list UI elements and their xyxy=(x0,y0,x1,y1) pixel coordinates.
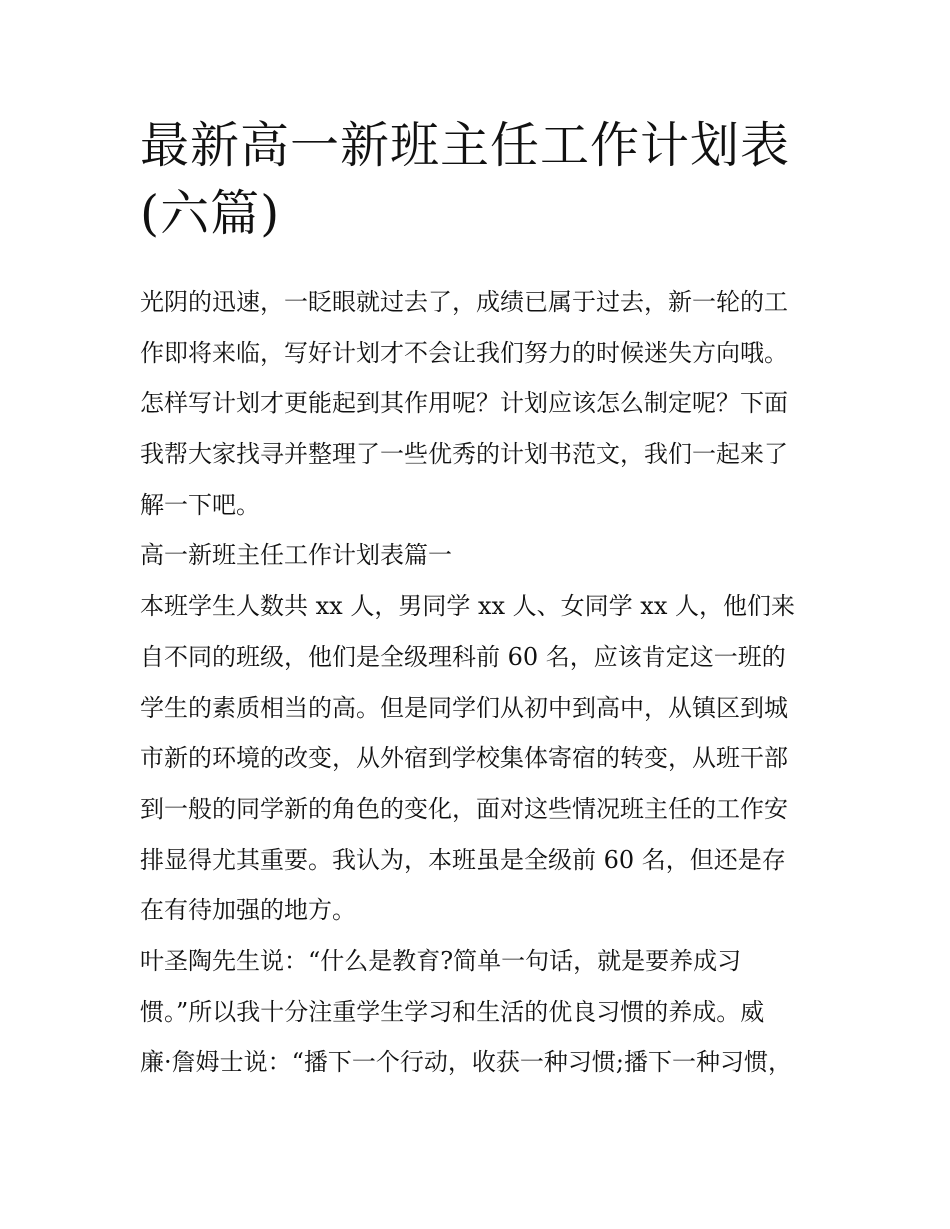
paragraph-line: 到一般的同学新的角色的变化，面对这些情况班主任的工作安 xyxy=(140,794,788,823)
paragraph-line: 学生的素质相当的高。但是同学们从初中到高中，从镇区到城 xyxy=(140,693,788,722)
paragraph-line: 惯。”所以我十分注重学生学习和生活的优良习惯的养成。威 xyxy=(140,997,765,1026)
paragraph-line: 市新的环境的改变，从外宿到学校集体寄宿的转变，从班干部 xyxy=(140,744,788,773)
document-content xyxy=(140,112,820,1088)
document-title xyxy=(140,112,820,248)
paragraph-line: 本班学生人数共 xx 人，男同学 xx 人、女同学 xx 人，他们来 xyxy=(140,592,795,621)
paragraph-line: 自不同的班级，他们是全级理科前 60 名，应该肯定这一班的 xyxy=(140,642,786,671)
paragraph-line: 在有待加强的地方。 xyxy=(140,896,356,925)
section-heading: 高一新班主任工作计划表篇一 xyxy=(140,541,452,570)
intro-line: 我帮大家找寻并整理了一些优秀的计划书范文，我们一起来了 xyxy=(140,440,788,469)
intro-line: 光阴的迅速，一眨眼就过去了，成绩已属于过去，新一轮的工 xyxy=(140,288,788,316)
title-line: (六篇) xyxy=(140,185,281,242)
intro-line: 解一下吧。 xyxy=(140,490,260,519)
paragraph-line: 廉·詹姆士说：“播下一个行动，收获一种习惯;播下一种习惯， xyxy=(140,1048,792,1077)
paragraph-line: 叶圣陶先生说：“什么是教育?简单一句话，就是要养成习 xyxy=(140,946,742,975)
intro-line: 作即将来临，写好计划才不会让我们努力的时候迷失方向哦。 xyxy=(140,338,788,367)
intro-line: 怎样写计划才更能起到其作用呢？计划应该怎么制定呢？下面 xyxy=(140,389,788,418)
paragraph-line: 排显得尤其重要。我认为，本班虽是全级前 60 名，但还是存 xyxy=(140,845,786,874)
document-body xyxy=(140,277,820,1088)
title-line: 最新高一新班主任工作计划表 xyxy=(140,117,791,174)
